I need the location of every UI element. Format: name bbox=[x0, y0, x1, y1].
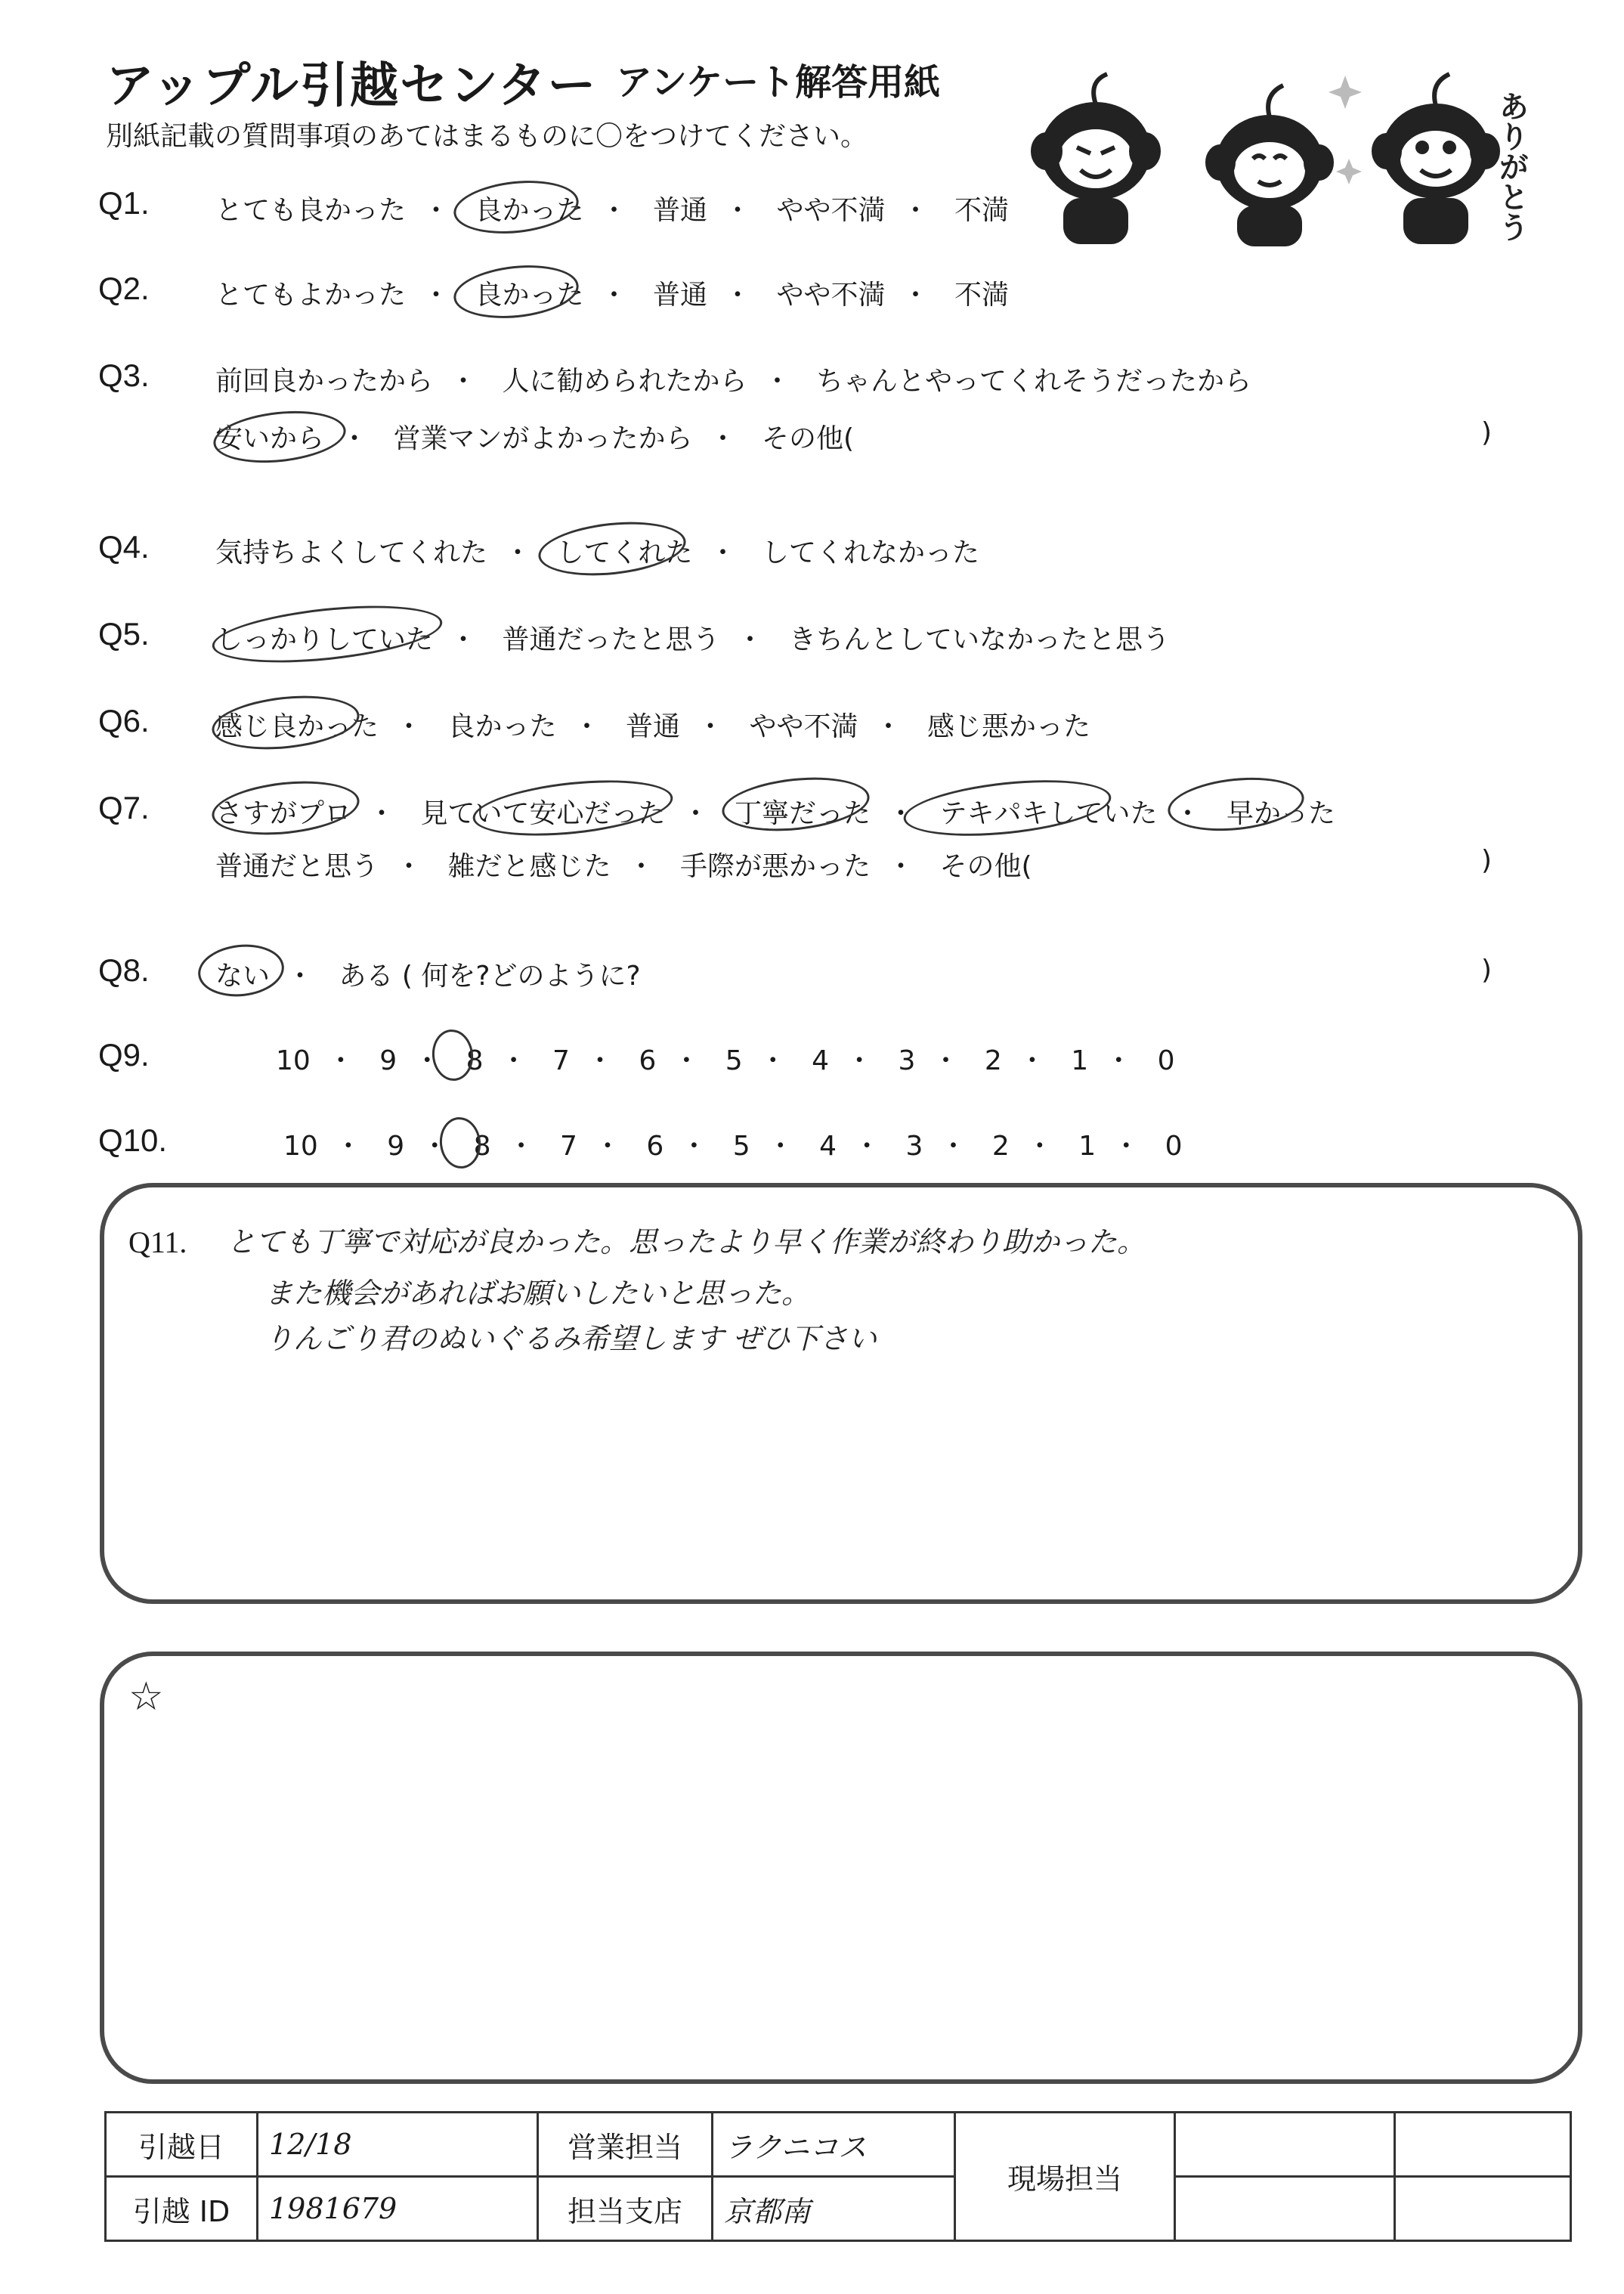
q9-score-2[interactable]: 2 bbox=[984, 1045, 1002, 1076]
q1-opt-1[interactable]: とても良かった bbox=[215, 195, 407, 226]
branch-value[interactable]: 京都南 bbox=[713, 2177, 955, 2241]
q2-opt-1[interactable]: とてもよかった bbox=[215, 280, 407, 311]
site-staff-cell-3[interactable] bbox=[1175, 2177, 1395, 2241]
q6-label: Q6. bbox=[98, 703, 150, 738]
q11-handwritten-line-2: また機会があればお願いしたいと思った。 bbox=[264, 1277, 811, 1310]
q3-opt-2[interactable]: 人に勧められたから bbox=[502, 366, 747, 397]
q10-score-2[interactable]: 2 bbox=[991, 1131, 1010, 1162]
q6-opt-2[interactable]: 良かった bbox=[447, 711, 557, 742]
q4-circle-mark bbox=[536, 515, 688, 582]
site-staff-cell-2[interactable] bbox=[1395, 2113, 1571, 2177]
move-date-value[interactable]: 12/18 bbox=[258, 2113, 538, 2177]
q2-opt-4[interactable]: やや不満 bbox=[776, 280, 886, 311]
q8-options: ない ・ ある ( 何を?どのように? bbox=[215, 961, 641, 992]
q9-score-8[interactable]: 8 bbox=[466, 1045, 484, 1076]
q1-opt-5[interactable]: 不満 bbox=[954, 195, 1009, 226]
move-id-label: 引越 ID bbox=[106, 2177, 258, 2241]
q8-label: Q8. bbox=[98, 952, 150, 988]
q5-label: Q5. bbox=[98, 616, 150, 652]
footer-info-table bbox=[104, 2111, 1572, 2242]
q3-opt-3[interactable]: ちゃんとやってくれそうだったから bbox=[815, 366, 1251, 397]
q3-opt-6[interactable]: その他( bbox=[761, 423, 855, 454]
q8-opt-1[interactable]: ない bbox=[215, 961, 271, 992]
q3-options-line2: 安いから ・ 営業マンがよかったから ・ その他( bbox=[215, 423, 855, 454]
q7-opt-4[interactable]: テキパキしていた bbox=[939, 798, 1158, 829]
q4-opt-1[interactable]: 気持ちよくしてくれた bbox=[215, 537, 488, 568]
q7-opt-2[interactable]: 見ていて安心だった bbox=[420, 798, 666, 829]
instructions: 別紙記載の質問事項のあてはまるものに〇をつけてください。 bbox=[106, 121, 868, 152]
q3-options-line1: 前回良かったから ・ 人に勧められたから ・ ちゃんとやってくれそうだったから bbox=[215, 366, 1251, 397]
q10-score-10[interactable]: 10 bbox=[283, 1131, 318, 1162]
q2-opt-5[interactable]: 不満 bbox=[954, 280, 1009, 311]
q3-paren-close: ) bbox=[1481, 417, 1493, 448]
q7-opt-9[interactable]: その他( bbox=[939, 851, 1032, 882]
q2-options: とてもよかった ・ 良かった ・ 普通 ・ やや不満 ・ 不満 bbox=[215, 280, 1009, 311]
q4-label: Q4. bbox=[98, 529, 150, 565]
star-comment-box[interactable] bbox=[100, 1652, 1582, 2084]
q9-label: Q9. bbox=[98, 1037, 150, 1073]
q7-opt-3[interactable]: 丁寧だった bbox=[734, 798, 871, 829]
q1-label: Q1. bbox=[98, 185, 150, 221]
q6-circle-mark bbox=[209, 689, 362, 756]
q3-opt-1[interactable]: 前回良かったから bbox=[215, 366, 434, 397]
sales-rep-label: 営業担当 bbox=[538, 2113, 713, 2177]
mascot-monkeys-illustration bbox=[1013, 45, 1557, 249]
q9-score-6[interactable]: 6 bbox=[639, 1045, 657, 1076]
q9-score-9[interactable]: 9 bbox=[379, 1045, 397, 1076]
q5-options: しっかりしていた ・ 普通だったと思う ・ きちんとしていなかったと思う bbox=[215, 624, 1170, 655]
q7-circle-mark-4 bbox=[901, 772, 1114, 844]
q1-opt-4[interactable]: やや不満 bbox=[776, 195, 886, 226]
q9-score-1[interactable]: 1 bbox=[1071, 1045, 1089, 1076]
q9-score-7[interactable]: 7 bbox=[552, 1045, 570, 1076]
q10-score-4[interactable]: 4 bbox=[819, 1131, 837, 1162]
q7-circle-mark-1 bbox=[209, 775, 362, 841]
q7-paren-close: ) bbox=[1481, 845, 1493, 876]
q7-opt-8[interactable]: 手際が悪かった bbox=[679, 851, 871, 882]
q8-paren-close: ) bbox=[1481, 955, 1493, 986]
q7-options-line1: さすがプロ ・ 見ていて安心だった ・ 丁寧だった ・ テキパキしていた ・ 早かった bbox=[215, 798, 1335, 829]
q2-opt-2[interactable]: 良かった bbox=[475, 280, 584, 311]
site-staff-label: 現場担当 bbox=[955, 2113, 1175, 2241]
branch-label: 担当支店 bbox=[538, 2177, 713, 2241]
q9-score-3[interactable]: 3 bbox=[898, 1045, 916, 1076]
q2-label: Q2. bbox=[98, 271, 150, 306]
q6-opt-1[interactable]: 感じ良かった bbox=[215, 711, 379, 742]
q1-circle-mark bbox=[451, 175, 584, 240]
q9-score-0[interactable]: 0 bbox=[1157, 1045, 1175, 1076]
q10-score-9[interactable]: 9 bbox=[387, 1131, 405, 1162]
site-staff-cell-4[interactable] bbox=[1395, 2177, 1571, 2241]
q3-opt-4[interactable]: 安いから bbox=[215, 423, 325, 454]
q4-opt-3[interactable]: してくれなかった bbox=[761, 537, 979, 568]
q10-score-6[interactable]: 6 bbox=[646, 1131, 664, 1162]
q1-opt-3[interactable]: 普通 bbox=[652, 195, 707, 226]
q11-handwritten-line-3: りんごり君のぬいぐるみ希望します ぜひ下さい bbox=[264, 1322, 877, 1355]
q5-circle-mark bbox=[209, 596, 444, 672]
q6-options: 感じ良かった ・ 良かった ・ 普通 ・ やや不満 ・ 感じ悪かった bbox=[215, 711, 1090, 742]
q5-opt-2[interactable]: 普通だったと思う bbox=[502, 624, 720, 655]
q10-scale: 10 ・ 9 ・ 8 ・ 7 ・ 6 ・ 5 ・ 4 ・ 3 ・ 2 ・ 1 ・ 0 bbox=[283, 1131, 1183, 1162]
q1-opt-2[interactable]: 良かった bbox=[475, 195, 584, 226]
q10-score-0[interactable]: 0 bbox=[1165, 1131, 1183, 1162]
q5-opt-1[interactable]: しっかりしていた bbox=[215, 624, 434, 655]
move-id-value[interactable]: 1981679 bbox=[258, 2177, 538, 2241]
q9-scale: 10 ・ 9 ・ 8 ・ 7 ・ 6 ・ 5 ・ 4 ・ 3 ・ 2 ・ 1 ・ 0 bbox=[276, 1045, 1175, 1076]
q7-opt-7[interactable]: 雑だと感じた bbox=[447, 851, 611, 882]
q7-opt-6[interactable]: 普通だと思う bbox=[215, 851, 379, 882]
q4-opt-2[interactable]: してくれた bbox=[556, 537, 693, 568]
q6-opt-3[interactable]: 普通 bbox=[625, 711, 680, 742]
q6-opt-5[interactable]: 感じ悪かった bbox=[926, 711, 1090, 742]
q9-score-5[interactable]: 5 bbox=[725, 1045, 743, 1076]
q7-options-line2: 普通だと思う ・ 雑だと感じた ・ 手際が悪かった ・ その他( bbox=[215, 851, 1032, 882]
star-icon: ☆ bbox=[128, 1674, 164, 1720]
brand-title: アップル引越センター bbox=[106, 58, 598, 114]
q10-label: Q10. bbox=[98, 1122, 168, 1158]
q11-label: Q11. bbox=[128, 1225, 187, 1259]
sales-rep-value[interactable]: ラクニコス bbox=[713, 2113, 955, 2177]
form-title: アンケート解答用紙 bbox=[616, 61, 941, 104]
q8-opt-2[interactable]: ある ( 何を?どのように? bbox=[339, 961, 641, 992]
q3-circle-mark bbox=[211, 405, 348, 469]
q6-opt-4[interactable]: やや不満 bbox=[749, 711, 858, 742]
q10-score-7[interactable]: 7 bbox=[560, 1131, 577, 1162]
q7-circle-mark-2 bbox=[470, 772, 676, 844]
q1-options: とても良かった ・ 良かった ・ 普通 ・ やや不満 ・ 不満 bbox=[215, 195, 1009, 226]
q3-label: Q3. bbox=[98, 358, 150, 393]
q10-score-1[interactable]: 1 bbox=[1078, 1131, 1097, 1162]
q9-score-4[interactable]: 4 bbox=[812, 1045, 830, 1076]
q10-score-5[interactable]: 5 bbox=[732, 1131, 750, 1162]
q2-circle-mark bbox=[451, 260, 584, 324]
q4-options: 気持ちよくしてくれた ・ してくれた ・ してくれなかった bbox=[215, 537, 979, 568]
q10-score-8[interactable]: 8 bbox=[473, 1131, 491, 1162]
q7-opt-1[interactable]: さすがプロ bbox=[215, 798, 352, 829]
mascot-text: ありがとう bbox=[1494, 91, 1529, 242]
q9-score-10[interactable]: 10 bbox=[276, 1045, 311, 1076]
move-date-label: 引越日 bbox=[106, 2113, 258, 2177]
q7-opt-5[interactable]: 早かった bbox=[1226, 798, 1335, 829]
q3-opt-5[interactable]: 営業マンがよかったから bbox=[393, 423, 693, 454]
q10-score-3[interactable]: 3 bbox=[905, 1131, 923, 1162]
site-staff-cell-1[interactable] bbox=[1175, 2113, 1395, 2177]
q11-handwritten-line-1: とても丁寧で対応が良かった。思ったより早く作業が終わり助かった。 bbox=[227, 1225, 1146, 1258]
q2-opt-3[interactable]: 普通 bbox=[652, 280, 707, 311]
q7-label: Q7. bbox=[98, 790, 150, 825]
q5-opt-3[interactable]: きちんとしていなかったと思う bbox=[788, 624, 1170, 655]
